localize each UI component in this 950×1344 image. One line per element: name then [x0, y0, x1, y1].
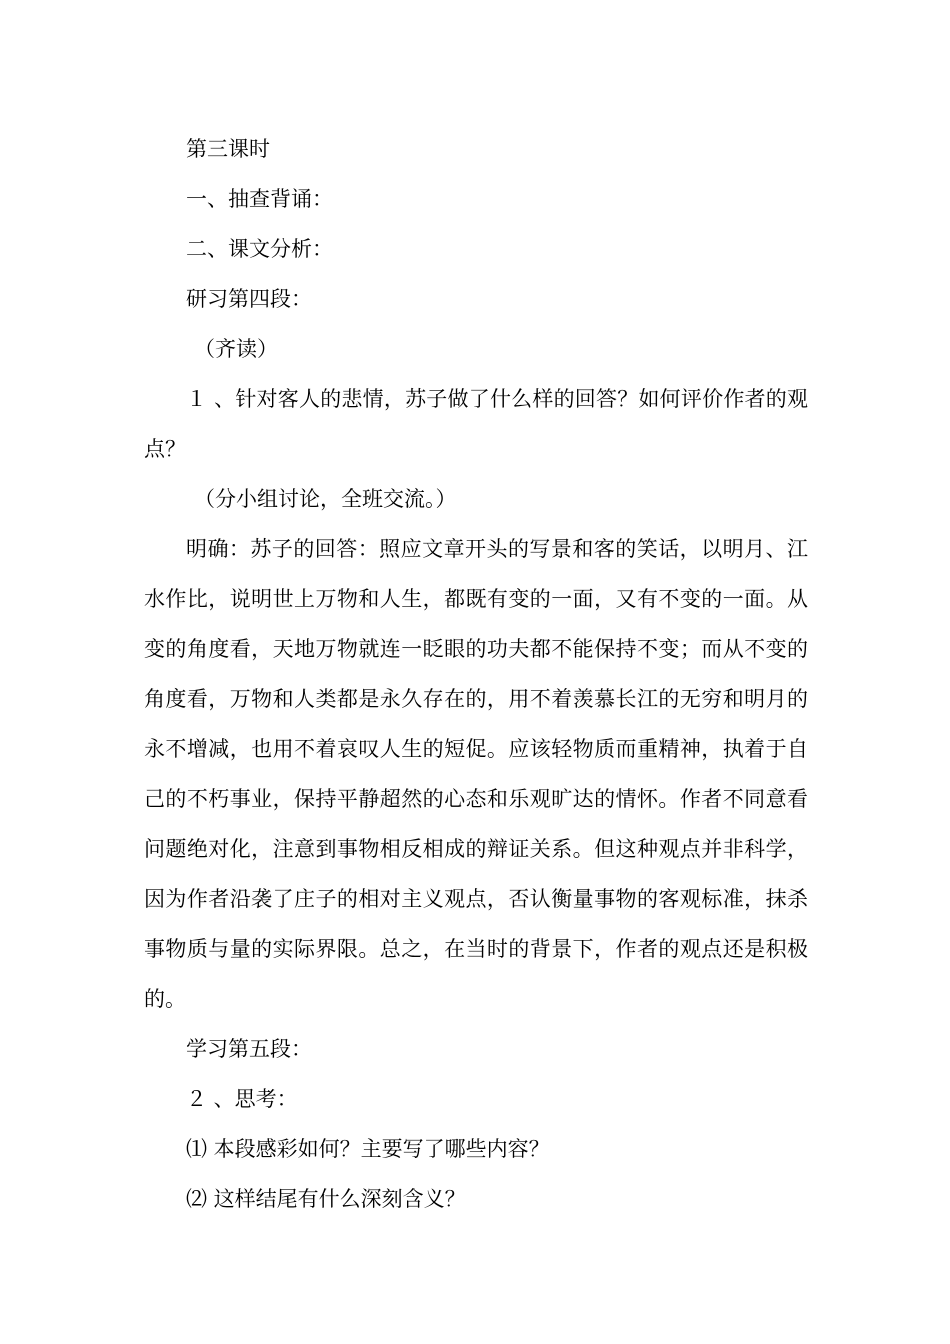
- section-heading-recitation: 一、抽查背诵：: [186, 187, 333, 211]
- answer-paragraph: 明确：苏子的回答：照应文章开头的写景和客的笑话，以明月、江水作比，说明世上万物和人生，都既有变的一面，又有不变的一面。从变的角度看，天地万物就连一眨眼的功夫都不能保持不变；而从不变的角度看，万物和人类都是永久存在的，用不着羡慕长江的无穷和明月的永不增减，也用不着哀叹人生的短促。应该轻物质而重精神，执着于自己的不朽事业，保持平静超然的心态和乐观旷达的情怀。作者不同意看问题绝对化，注意到事物相反相成的辩证关系。但这种观点并非科学，因为作者沿袭了庄子的相对主义观点，否认衡量事物的客观标准，抹杀事物质与量的实际界限。总之，在当时的背景下，作者的观点还是积极的。: [144, 537, 808, 1011]
- question-one: １ 、针对客人的悲情，苏子做了什么样的回答？如何评价作者的观点？: [144, 387, 808, 461]
- subheading-paragraph-four: 研习第四段：: [186, 287, 312, 311]
- document-page: [144, 124, 808, 1224]
- note-read-aloud: （齐读）: [194, 337, 278, 361]
- lesson-title: 第三课时: [186, 137, 270, 161]
- section-heading-analysis: 二、课文分析：: [186, 237, 333, 261]
- sub-question-two: ⑵ 这样结尾有什么深刻含义？: [186, 1187, 466, 1211]
- question-two-heading: ２ 、思考：: [186, 1087, 298, 1111]
- sub-question-one: ⑴ 本段感彩如何？主要写了哪些内容？: [186, 1137, 550, 1161]
- subheading-paragraph-five: 学习第五段：: [186, 1037, 312, 1061]
- note-group-discussion: （分小组讨论，全班交流。）: [194, 487, 457, 511]
